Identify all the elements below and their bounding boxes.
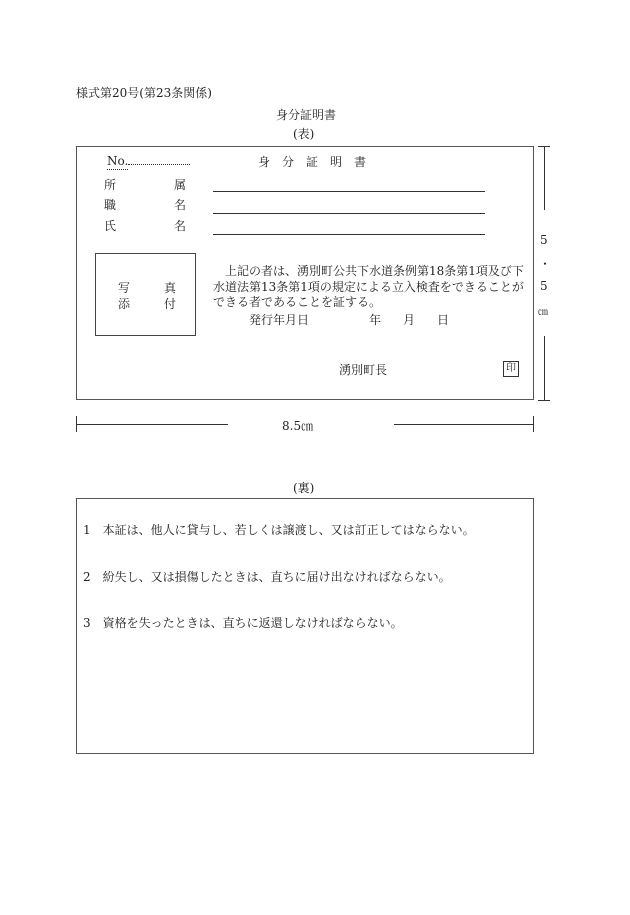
height-bottom-tick	[538, 400, 550, 401]
width-right-line	[394, 424, 534, 425]
attach-label-second: 付	[164, 297, 177, 311]
back-item-1: 1 本証は、他人に貸与し、若しくは譲渡し、又は訂正してはならない。	[83, 523, 475, 537]
form-number: 様式第20号(第23条関係)	[76, 86, 212, 100]
name-line	[213, 234, 485, 235]
height-digit-bottom: 5	[540, 279, 548, 293]
affiliation-label-second: 属	[174, 178, 187, 192]
card-title: 身 分 証 明 書	[258, 155, 367, 169]
height-digit-top: 5	[540, 233, 548, 247]
affiliation-label-first: 所	[104, 178, 117, 192]
height-unit: ㎝	[538, 307, 548, 318]
name-label-second: 名	[174, 219, 187, 233]
front-side-label: (表)	[293, 127, 315, 141]
position-line	[213, 213, 485, 214]
front-card	[76, 146, 534, 400]
issue-date-label: 発行年月日	[249, 313, 310, 327]
width-right-tick	[533, 416, 534, 432]
position-label-first: 職	[104, 198, 117, 212]
document-title: 身分証明書	[276, 108, 337, 122]
photo-box	[95, 253, 196, 336]
number-dotted-line	[128, 163, 190, 165]
photo-label-second: 真	[164, 281, 177, 295]
width-left-line	[76, 424, 228, 425]
seal-mark: 印	[503, 361, 519, 377]
attach-label-first: 添	[118, 297, 131, 311]
height-upper-line	[544, 146, 545, 210]
position-label-second: 名	[174, 198, 187, 212]
number-label: No.	[107, 154, 129, 168]
back-item-2: 2 紛失し、又は損傷したときは、直ちに届け出なければならない。	[83, 570, 451, 584]
width-label: 8.5㎝	[282, 419, 314, 433]
issue-month-label: 月	[403, 313, 416, 327]
number-field	[107, 154, 190, 168]
height-lower-line	[544, 336, 545, 400]
issue-day-label: 日	[437, 313, 450, 327]
back-card	[76, 498, 534, 754]
affiliation-line	[213, 191, 485, 192]
photo-label-first: 写	[118, 281, 131, 295]
name-label-first: 氏	[104, 219, 117, 233]
height-dot: ・	[539, 257, 552, 271]
certification-text: 上記の者は、湧別町公共下水道条例第18条第1項及び下水道法第13条第1項の規定による立入検査をできることができる者であることを証する。	[213, 264, 524, 309]
issuer-label: 湧別町長	[339, 363, 388, 377]
back-side-label: (裏)	[293, 481, 315, 495]
issue-year-label: 年	[369, 313, 382, 327]
back-item-3: 3 資格を失ったときは、直ちに返還しなければならない。	[83, 616, 403, 630]
